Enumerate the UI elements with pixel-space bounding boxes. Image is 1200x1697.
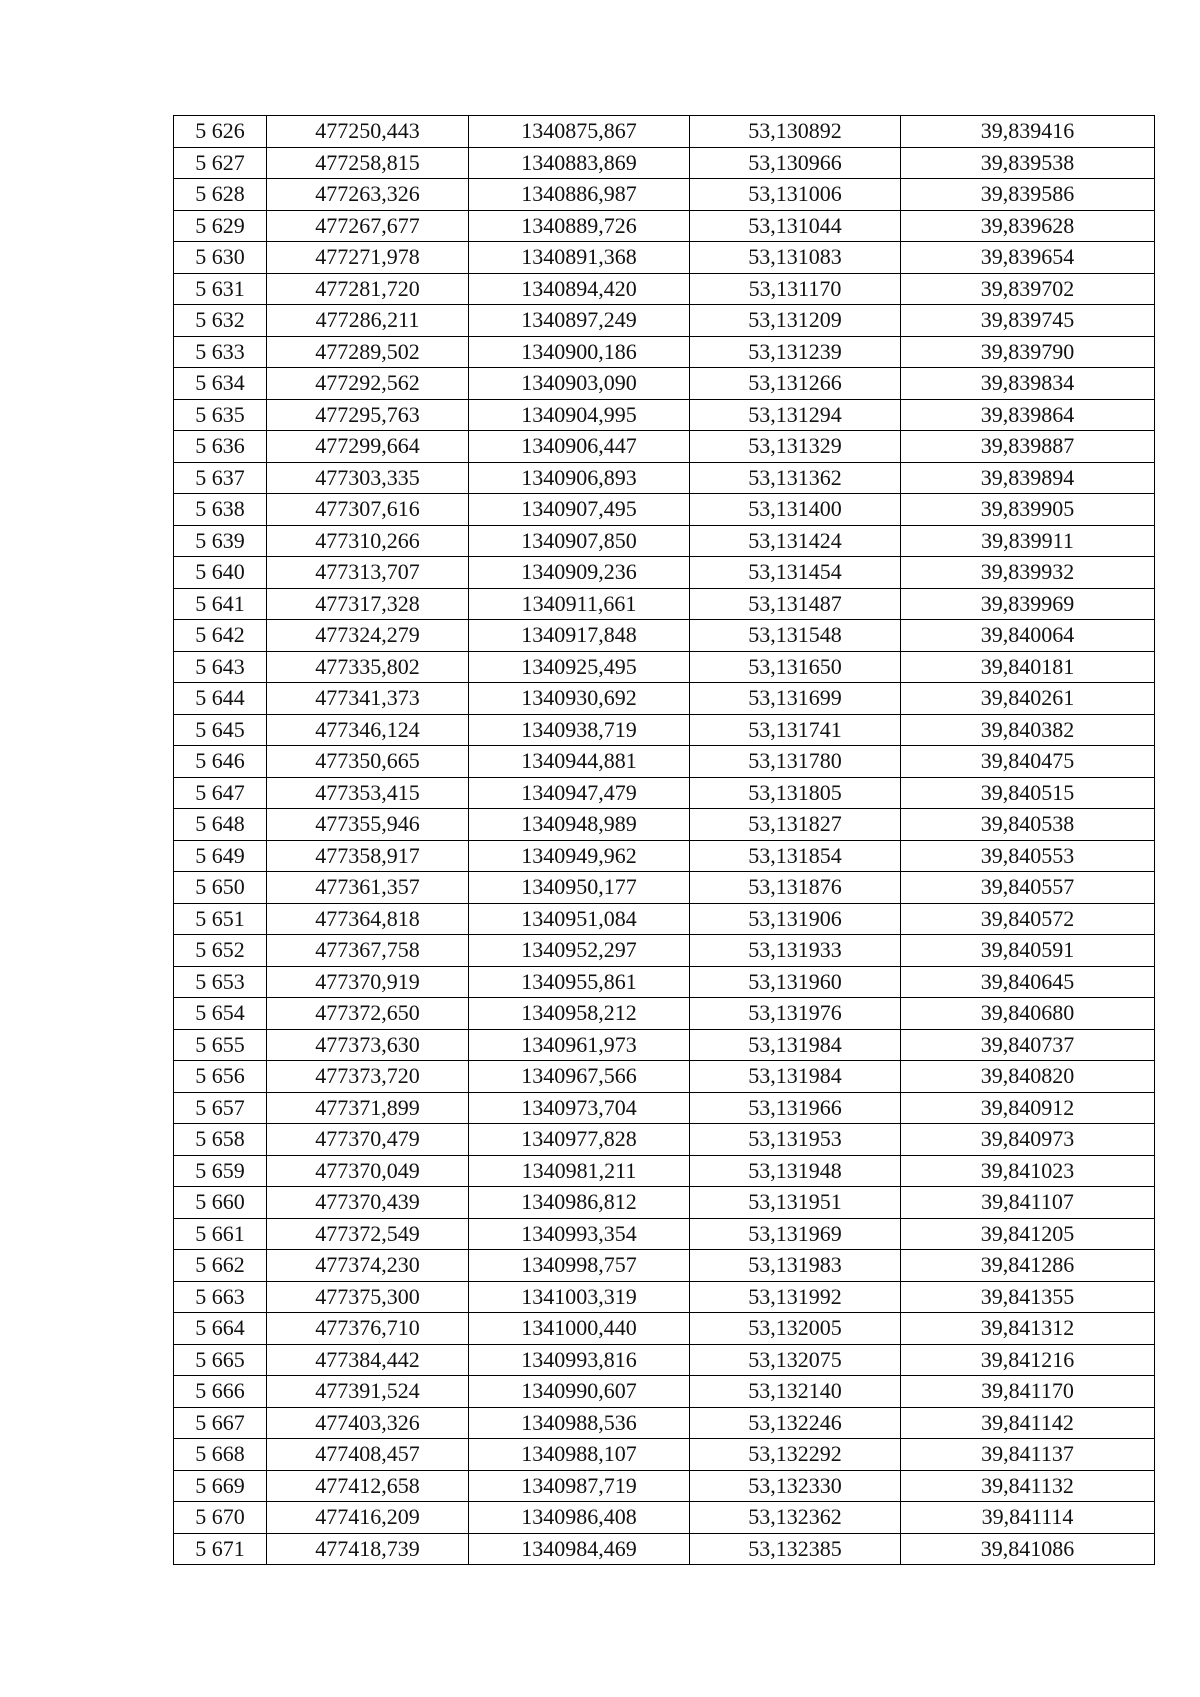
table-row bbox=[174, 525, 1155, 557]
latitude-cell: 53,131805 bbox=[690, 777, 901, 809]
y-coordinate-cell: 1341000,440 bbox=[469, 1313, 690, 1345]
latitude-cell: 53,131699 bbox=[690, 683, 901, 715]
longitude-cell: 39,840553 bbox=[901, 840, 1155, 872]
longitude-cell: 39,840557 bbox=[901, 872, 1155, 904]
latitude-cell: 53,131548 bbox=[690, 620, 901, 652]
latitude-cell: 53,131170 bbox=[690, 273, 901, 305]
table-row bbox=[174, 1439, 1155, 1471]
table-row bbox=[174, 746, 1155, 778]
table-row bbox=[174, 1470, 1155, 1502]
point-number-cell: 5 656 bbox=[174, 1061, 267, 1093]
latitude-cell: 53,131294 bbox=[690, 399, 901, 431]
point-number-cell: 5 662 bbox=[174, 1250, 267, 1282]
longitude-cell: 39,839702 bbox=[901, 273, 1155, 305]
x-coordinate-cell: 477355,946 bbox=[267, 809, 469, 841]
table-row bbox=[174, 1124, 1155, 1156]
x-coordinate-cell: 477418,739 bbox=[267, 1533, 469, 1565]
point-number-cell: 5 666 bbox=[174, 1376, 267, 1408]
latitude-cell: 53,131960 bbox=[690, 966, 901, 998]
table-row bbox=[174, 242, 1155, 274]
latitude-cell: 53,131454 bbox=[690, 557, 901, 589]
latitude-cell: 53,131953 bbox=[690, 1124, 901, 1156]
x-coordinate-cell: 477372,549 bbox=[267, 1218, 469, 1250]
longitude-cell: 39,839416 bbox=[901, 116, 1155, 148]
y-coordinate-cell: 1340988,536 bbox=[469, 1407, 690, 1439]
table-row bbox=[174, 1187, 1155, 1219]
x-coordinate-cell: 477324,279 bbox=[267, 620, 469, 652]
point-number-cell: 5 671 bbox=[174, 1533, 267, 1565]
x-coordinate-cell: 477267,677 bbox=[267, 210, 469, 242]
y-coordinate-cell: 1340986,812 bbox=[469, 1187, 690, 1219]
y-coordinate-cell: 1340981,211 bbox=[469, 1155, 690, 1187]
x-coordinate-cell: 477370,479 bbox=[267, 1124, 469, 1156]
longitude-cell: 39,839887 bbox=[901, 431, 1155, 463]
longitude-cell: 39,840820 bbox=[901, 1061, 1155, 1093]
coordinates-table-body bbox=[174, 116, 1155, 1565]
longitude-cell: 39,840261 bbox=[901, 683, 1155, 715]
point-number-cell: 5 635 bbox=[174, 399, 267, 431]
longitude-cell: 39,841286 bbox=[901, 1250, 1155, 1282]
point-number-cell: 5 646 bbox=[174, 746, 267, 778]
longitude-cell: 39,839834 bbox=[901, 368, 1155, 400]
y-coordinate-cell: 1340949,962 bbox=[469, 840, 690, 872]
longitude-cell: 39,840973 bbox=[901, 1124, 1155, 1156]
y-coordinate-cell: 1340938,719 bbox=[469, 714, 690, 746]
table-row bbox=[174, 1061, 1155, 1093]
x-coordinate-cell: 477289,502 bbox=[267, 336, 469, 368]
point-number-cell: 5 644 bbox=[174, 683, 267, 715]
coordinates-table bbox=[173, 115, 1155, 1565]
y-coordinate-cell: 1340950,177 bbox=[469, 872, 690, 904]
table-row bbox=[174, 1092, 1155, 1124]
y-coordinate-cell: 1340952,297 bbox=[469, 935, 690, 967]
x-coordinate-cell: 477376,710 bbox=[267, 1313, 469, 1345]
longitude-cell: 39,841142 bbox=[901, 1407, 1155, 1439]
table-row bbox=[174, 1281, 1155, 1313]
latitude-cell: 53,132385 bbox=[690, 1533, 901, 1565]
latitude-cell: 53,131424 bbox=[690, 525, 901, 557]
latitude-cell: 53,131487 bbox=[690, 588, 901, 620]
y-coordinate-cell: 1340897,249 bbox=[469, 305, 690, 337]
table-row bbox=[174, 683, 1155, 715]
longitude-cell: 39,839586 bbox=[901, 179, 1155, 211]
table-row bbox=[174, 336, 1155, 368]
latitude-cell: 53,131969 bbox=[690, 1218, 901, 1250]
point-number-cell: 5 668 bbox=[174, 1439, 267, 1471]
x-coordinate-cell: 477412,658 bbox=[267, 1470, 469, 1502]
latitude-cell: 53,131362 bbox=[690, 462, 901, 494]
table-row bbox=[174, 1533, 1155, 1565]
y-coordinate-cell: 1340889,726 bbox=[469, 210, 690, 242]
longitude-cell: 39,841107 bbox=[901, 1187, 1155, 1219]
longitude-cell: 39,840680 bbox=[901, 998, 1155, 1030]
point-number-cell: 5 634 bbox=[174, 368, 267, 400]
x-coordinate-cell: 477373,720 bbox=[267, 1061, 469, 1093]
y-coordinate-cell: 1340958,212 bbox=[469, 998, 690, 1030]
latitude-cell: 53,131984 bbox=[690, 1061, 901, 1093]
longitude-cell: 39,840064 bbox=[901, 620, 1155, 652]
point-number-cell: 5 628 bbox=[174, 179, 267, 211]
x-coordinate-cell: 477374,230 bbox=[267, 1250, 469, 1282]
point-number-cell: 5 632 bbox=[174, 305, 267, 337]
longitude-cell: 39,839969 bbox=[901, 588, 1155, 620]
longitude-cell: 39,839911 bbox=[901, 525, 1155, 557]
x-coordinate-cell: 477263,326 bbox=[267, 179, 469, 211]
table-row bbox=[174, 1250, 1155, 1282]
x-coordinate-cell: 477313,707 bbox=[267, 557, 469, 589]
latitude-cell: 53,131948 bbox=[690, 1155, 901, 1187]
table-row bbox=[174, 620, 1155, 652]
table-row bbox=[174, 588, 1155, 620]
point-number-cell: 5 651 bbox=[174, 903, 267, 935]
x-coordinate-cell: 477391,524 bbox=[267, 1376, 469, 1408]
table-row bbox=[174, 399, 1155, 431]
point-number-cell: 5 626 bbox=[174, 116, 267, 148]
x-coordinate-cell: 477367,758 bbox=[267, 935, 469, 967]
y-coordinate-cell: 1340886,987 bbox=[469, 179, 690, 211]
x-coordinate-cell: 477281,720 bbox=[267, 273, 469, 305]
longitude-cell: 39,839745 bbox=[901, 305, 1155, 337]
table-row bbox=[174, 935, 1155, 967]
x-coordinate-cell: 477250,443 bbox=[267, 116, 469, 148]
y-coordinate-cell: 1340993,354 bbox=[469, 1218, 690, 1250]
y-coordinate-cell: 1340984,469 bbox=[469, 1533, 690, 1565]
y-coordinate-cell: 1340961,973 bbox=[469, 1029, 690, 1061]
point-number-cell: 5 631 bbox=[174, 273, 267, 305]
longitude-cell: 39,840538 bbox=[901, 809, 1155, 841]
x-coordinate-cell: 477346,124 bbox=[267, 714, 469, 746]
latitude-cell: 53,131984 bbox=[690, 1029, 901, 1061]
longitude-cell: 39,840515 bbox=[901, 777, 1155, 809]
latitude-cell: 53,131083 bbox=[690, 242, 901, 274]
table-row bbox=[174, 179, 1155, 211]
y-coordinate-cell: 1340944,881 bbox=[469, 746, 690, 778]
point-number-cell: 5 638 bbox=[174, 494, 267, 526]
point-number-cell: 5 652 bbox=[174, 935, 267, 967]
latitude-cell: 53,132362 bbox=[690, 1502, 901, 1534]
latitude-cell: 53,131827 bbox=[690, 809, 901, 841]
point-number-cell: 5 637 bbox=[174, 462, 267, 494]
latitude-cell: 53,132140 bbox=[690, 1376, 901, 1408]
y-coordinate-cell: 1340988,107 bbox=[469, 1439, 690, 1471]
longitude-cell: 39,841216 bbox=[901, 1344, 1155, 1376]
x-coordinate-cell: 477416,209 bbox=[267, 1502, 469, 1534]
longitude-cell: 39,841205 bbox=[901, 1218, 1155, 1250]
x-coordinate-cell: 477310,266 bbox=[267, 525, 469, 557]
point-number-cell: 5 645 bbox=[174, 714, 267, 746]
y-coordinate-cell: 1340930,692 bbox=[469, 683, 690, 715]
point-number-cell: 5 627 bbox=[174, 147, 267, 179]
table-row bbox=[174, 714, 1155, 746]
longitude-cell: 39,840382 bbox=[901, 714, 1155, 746]
y-coordinate-cell: 1340990,607 bbox=[469, 1376, 690, 1408]
y-coordinate-cell: 1340883,869 bbox=[469, 147, 690, 179]
latitude-cell: 53,131266 bbox=[690, 368, 901, 400]
table-row bbox=[174, 1029, 1155, 1061]
point-number-cell: 5 661 bbox=[174, 1218, 267, 1250]
y-coordinate-cell: 1340973,704 bbox=[469, 1092, 690, 1124]
y-coordinate-cell: 1340903,090 bbox=[469, 368, 690, 400]
table-row bbox=[174, 494, 1155, 526]
longitude-cell: 39,839905 bbox=[901, 494, 1155, 526]
y-coordinate-cell: 1340875,867 bbox=[469, 116, 690, 148]
latitude-cell: 53,131006 bbox=[690, 179, 901, 211]
y-coordinate-cell: 1340900,186 bbox=[469, 336, 690, 368]
x-coordinate-cell: 477364,818 bbox=[267, 903, 469, 935]
table-row bbox=[174, 273, 1155, 305]
latitude-cell: 53,131400 bbox=[690, 494, 901, 526]
latitude-cell: 53,131983 bbox=[690, 1250, 901, 1282]
latitude-cell: 53,132246 bbox=[690, 1407, 901, 1439]
x-coordinate-cell: 477341,373 bbox=[267, 683, 469, 715]
point-number-cell: 5 647 bbox=[174, 777, 267, 809]
longitude-cell: 39,839654 bbox=[901, 242, 1155, 274]
point-number-cell: 5 654 bbox=[174, 998, 267, 1030]
x-coordinate-cell: 477299,664 bbox=[267, 431, 469, 463]
x-coordinate-cell: 477372,650 bbox=[267, 998, 469, 1030]
point-number-cell: 5 633 bbox=[174, 336, 267, 368]
table-row bbox=[174, 1313, 1155, 1345]
point-number-cell: 5 641 bbox=[174, 588, 267, 620]
y-coordinate-cell: 1340998,757 bbox=[469, 1250, 690, 1282]
point-number-cell: 5 667 bbox=[174, 1407, 267, 1439]
longitude-cell: 39,840591 bbox=[901, 935, 1155, 967]
longitude-cell: 39,839932 bbox=[901, 557, 1155, 589]
latitude-cell: 53,131976 bbox=[690, 998, 901, 1030]
longitude-cell: 39,840572 bbox=[901, 903, 1155, 935]
longitude-cell: 39,841023 bbox=[901, 1155, 1155, 1187]
y-coordinate-cell: 1340967,566 bbox=[469, 1061, 690, 1093]
y-coordinate-cell: 1340911,661 bbox=[469, 588, 690, 620]
point-number-cell: 5 663 bbox=[174, 1281, 267, 1313]
longitude-cell: 39,840737 bbox=[901, 1029, 1155, 1061]
table-row bbox=[174, 872, 1155, 904]
latitude-cell: 53,131876 bbox=[690, 872, 901, 904]
table-row bbox=[174, 116, 1155, 148]
y-coordinate-cell: 1340947,479 bbox=[469, 777, 690, 809]
table-row bbox=[174, 368, 1155, 400]
x-coordinate-cell: 477271,978 bbox=[267, 242, 469, 274]
point-number-cell: 5 659 bbox=[174, 1155, 267, 1187]
latitude-cell: 53,131044 bbox=[690, 210, 901, 242]
latitude-cell: 53,130966 bbox=[690, 147, 901, 179]
y-coordinate-cell: 1340977,828 bbox=[469, 1124, 690, 1156]
latitude-cell: 53,131854 bbox=[690, 840, 901, 872]
y-coordinate-cell: 1340986,408 bbox=[469, 1502, 690, 1534]
point-number-cell: 5 649 bbox=[174, 840, 267, 872]
y-coordinate-cell: 1340987,719 bbox=[469, 1470, 690, 1502]
table-row bbox=[174, 1218, 1155, 1250]
y-coordinate-cell: 1340906,447 bbox=[469, 431, 690, 463]
latitude-cell: 53,131650 bbox=[690, 651, 901, 683]
y-coordinate-cell: 1341003,319 bbox=[469, 1281, 690, 1313]
point-number-cell: 5 665 bbox=[174, 1344, 267, 1376]
x-coordinate-cell: 477370,439 bbox=[267, 1187, 469, 1219]
y-coordinate-cell: 1340891,368 bbox=[469, 242, 690, 274]
table-row bbox=[174, 809, 1155, 841]
table-row bbox=[174, 903, 1155, 935]
point-number-cell: 5 650 bbox=[174, 872, 267, 904]
y-coordinate-cell: 1340993,816 bbox=[469, 1344, 690, 1376]
longitude-cell: 39,839894 bbox=[901, 462, 1155, 494]
x-coordinate-cell: 477303,335 bbox=[267, 462, 469, 494]
latitude-cell: 53,131966 bbox=[690, 1092, 901, 1124]
longitude-cell: 39,839538 bbox=[901, 147, 1155, 179]
longitude-cell: 39,839864 bbox=[901, 399, 1155, 431]
longitude-cell: 39,840912 bbox=[901, 1092, 1155, 1124]
point-number-cell: 5 636 bbox=[174, 431, 267, 463]
table-row bbox=[174, 651, 1155, 683]
latitude-cell: 53,130892 bbox=[690, 116, 901, 148]
table-row bbox=[174, 462, 1155, 494]
longitude-cell: 39,841132 bbox=[901, 1470, 1155, 1502]
x-coordinate-cell: 477370,919 bbox=[267, 966, 469, 998]
table-row bbox=[174, 210, 1155, 242]
point-number-cell: 5 657 bbox=[174, 1092, 267, 1124]
point-number-cell: 5 670 bbox=[174, 1502, 267, 1534]
latitude-cell: 53,131780 bbox=[690, 746, 901, 778]
x-coordinate-cell: 477408,457 bbox=[267, 1439, 469, 1471]
latitude-cell: 53,132005 bbox=[690, 1313, 901, 1345]
longitude-cell: 39,841312 bbox=[901, 1313, 1155, 1345]
x-coordinate-cell: 477373,630 bbox=[267, 1029, 469, 1061]
table-row bbox=[174, 1502, 1155, 1534]
latitude-cell: 53,131906 bbox=[690, 903, 901, 935]
table-row bbox=[174, 305, 1155, 337]
x-coordinate-cell: 477371,899 bbox=[267, 1092, 469, 1124]
y-coordinate-cell: 1340907,850 bbox=[469, 525, 690, 557]
x-coordinate-cell: 477358,917 bbox=[267, 840, 469, 872]
y-coordinate-cell: 1340951,084 bbox=[469, 903, 690, 935]
point-number-cell: 5 643 bbox=[174, 651, 267, 683]
table-row bbox=[174, 777, 1155, 809]
y-coordinate-cell: 1340909,236 bbox=[469, 557, 690, 589]
x-coordinate-cell: 477370,049 bbox=[267, 1155, 469, 1187]
point-number-cell: 5 669 bbox=[174, 1470, 267, 1502]
point-number-cell: 5 648 bbox=[174, 809, 267, 841]
latitude-cell: 53,132075 bbox=[690, 1344, 901, 1376]
table-row bbox=[174, 840, 1155, 872]
latitude-cell: 53,131741 bbox=[690, 714, 901, 746]
table-row bbox=[174, 966, 1155, 998]
y-coordinate-cell: 1340955,861 bbox=[469, 966, 690, 998]
table-row bbox=[174, 557, 1155, 589]
x-coordinate-cell: 477307,616 bbox=[267, 494, 469, 526]
latitude-cell: 53,131239 bbox=[690, 336, 901, 368]
longitude-cell: 39,840645 bbox=[901, 966, 1155, 998]
table-row bbox=[174, 998, 1155, 1030]
x-coordinate-cell: 477353,415 bbox=[267, 777, 469, 809]
point-number-cell: 5 639 bbox=[174, 525, 267, 557]
latitude-cell: 53,131992 bbox=[690, 1281, 901, 1313]
table-row bbox=[174, 1407, 1155, 1439]
latitude-cell: 53,131933 bbox=[690, 935, 901, 967]
x-coordinate-cell: 477295,763 bbox=[267, 399, 469, 431]
latitude-cell: 53,131951 bbox=[690, 1187, 901, 1219]
longitude-cell: 39,840475 bbox=[901, 746, 1155, 778]
longitude-cell: 39,841086 bbox=[901, 1533, 1155, 1565]
point-number-cell: 5 653 bbox=[174, 966, 267, 998]
table-row bbox=[174, 147, 1155, 179]
longitude-cell: 39,841170 bbox=[901, 1376, 1155, 1408]
longitude-cell: 39,839790 bbox=[901, 336, 1155, 368]
x-coordinate-cell: 477361,357 bbox=[267, 872, 469, 904]
y-coordinate-cell: 1340894,420 bbox=[469, 273, 690, 305]
x-coordinate-cell: 477375,300 bbox=[267, 1281, 469, 1313]
longitude-cell: 39,841114 bbox=[901, 1502, 1155, 1534]
longitude-cell: 39,839628 bbox=[901, 210, 1155, 242]
x-coordinate-cell: 477258,815 bbox=[267, 147, 469, 179]
longitude-cell: 39,840181 bbox=[901, 651, 1155, 683]
y-coordinate-cell: 1340917,848 bbox=[469, 620, 690, 652]
x-coordinate-cell: 477317,328 bbox=[267, 588, 469, 620]
point-number-cell: 5 640 bbox=[174, 557, 267, 589]
point-number-cell: 5 655 bbox=[174, 1029, 267, 1061]
x-coordinate-cell: 477335,802 bbox=[267, 651, 469, 683]
point-number-cell: 5 630 bbox=[174, 242, 267, 274]
point-number-cell: 5 664 bbox=[174, 1313, 267, 1345]
y-coordinate-cell: 1340904,995 bbox=[469, 399, 690, 431]
longitude-cell: 39,841355 bbox=[901, 1281, 1155, 1313]
y-coordinate-cell: 1340907,495 bbox=[469, 494, 690, 526]
latitude-cell: 53,131209 bbox=[690, 305, 901, 337]
y-coordinate-cell: 1340906,893 bbox=[469, 462, 690, 494]
latitude-cell: 53,132292 bbox=[690, 1439, 901, 1471]
point-number-cell: 5 660 bbox=[174, 1187, 267, 1219]
y-coordinate-cell: 1340925,495 bbox=[469, 651, 690, 683]
x-coordinate-cell: 477384,442 bbox=[267, 1344, 469, 1376]
point-number-cell: 5 658 bbox=[174, 1124, 267, 1156]
x-coordinate-cell: 477350,665 bbox=[267, 746, 469, 778]
table-row bbox=[174, 1344, 1155, 1376]
x-coordinate-cell: 477403,326 bbox=[267, 1407, 469, 1439]
table-row bbox=[174, 431, 1155, 463]
point-number-cell: 5 642 bbox=[174, 620, 267, 652]
latitude-cell: 53,132330 bbox=[690, 1470, 901, 1502]
point-number-cell: 5 629 bbox=[174, 210, 267, 242]
x-coordinate-cell: 477286,211 bbox=[267, 305, 469, 337]
table-row bbox=[174, 1155, 1155, 1187]
latitude-cell: 53,131329 bbox=[690, 431, 901, 463]
table-row bbox=[174, 1376, 1155, 1408]
y-coordinate-cell: 1340948,989 bbox=[469, 809, 690, 841]
x-coordinate-cell: 477292,562 bbox=[267, 368, 469, 400]
longitude-cell: 39,841137 bbox=[901, 1439, 1155, 1471]
